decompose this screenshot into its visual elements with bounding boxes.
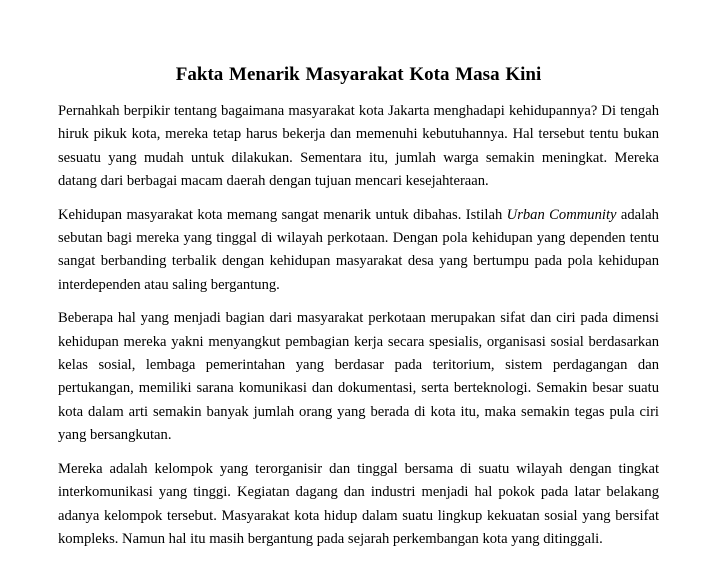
document-title: Fakta Menarik Masyarakat Kota Masa Kini [175,64,542,85]
paragraph-2-text-before: Kehidupan masyarakat kota memang sangat menarik untuk dibahas. Istilah [58,206,507,223]
paragraph-2-text-after: adalah sebutan bagi mereka yang tinggal di wilayah perkotaan. Dengan pola kehidupan yang dependen tentu sangat berbanding terbalik dengan kehidupan masyarakat desa yang bertumpu pada pola kehidupan interdependen atau saling bergantung. [58,206,659,293]
document-page [58,62,659,561]
paragraph-2 [58,204,659,298]
paragraph-4: Mereka adalah kelompok yang terorganisir dan tinggal bersama di suatu wilayah dengan tingkat interkomunikasi yang tinggi. Kegiatan dagang dan industri menjadi hal pokok pada latar belakang adanya kelompok tersebut. Masyarakat kota hidup dalam suatu lingkup kekuatan sosial yang bersifat kompleks. Namun hal itu masih bergantung pada sejarah perkembangan kota yang ditinggali. [58,460,659,547]
paragraph-3: Beberapa hal yang menjadi bagian dari masyarakat perkotaan merupakan sifat dan ciri pada dimensi kehidupan mereka yakni menyangkut pembagian kerja secara spesialis, organisasi sosial berdasarkan kelas sosial, lembaga pemerintahan yang berdasar pada teritorium, sistem perdagangan dan pertukangan, memiliki sarana komunikasi dan dokumentasi, serta berteknologi. Semakin besar suatu kota dalam arti semakin banyak jumlah orang yang berada di kota itu, maka semakin tegas pula ciri yang bersangkutan. [58,310,659,444]
paragraph-1: Pernahkah berpikir tentang bagaimana masyarakat kota Jakarta menghadapi kehidupannya? Di tengah hiruk pikuk kota, mereka tetap harus bekerja dan memenuhi kebutuhannya. Hal tersebut tentu bukan sesuatu yang mudah untuk dilakukan. Sementara itu, jumlah warga semakin meningkat. Mereka datang dari berbagai macam daerah dengan tujuan mencari kesejahteraan. [58,103,659,190]
paragraph-2-italic-term: Urban Community [506,206,617,223]
